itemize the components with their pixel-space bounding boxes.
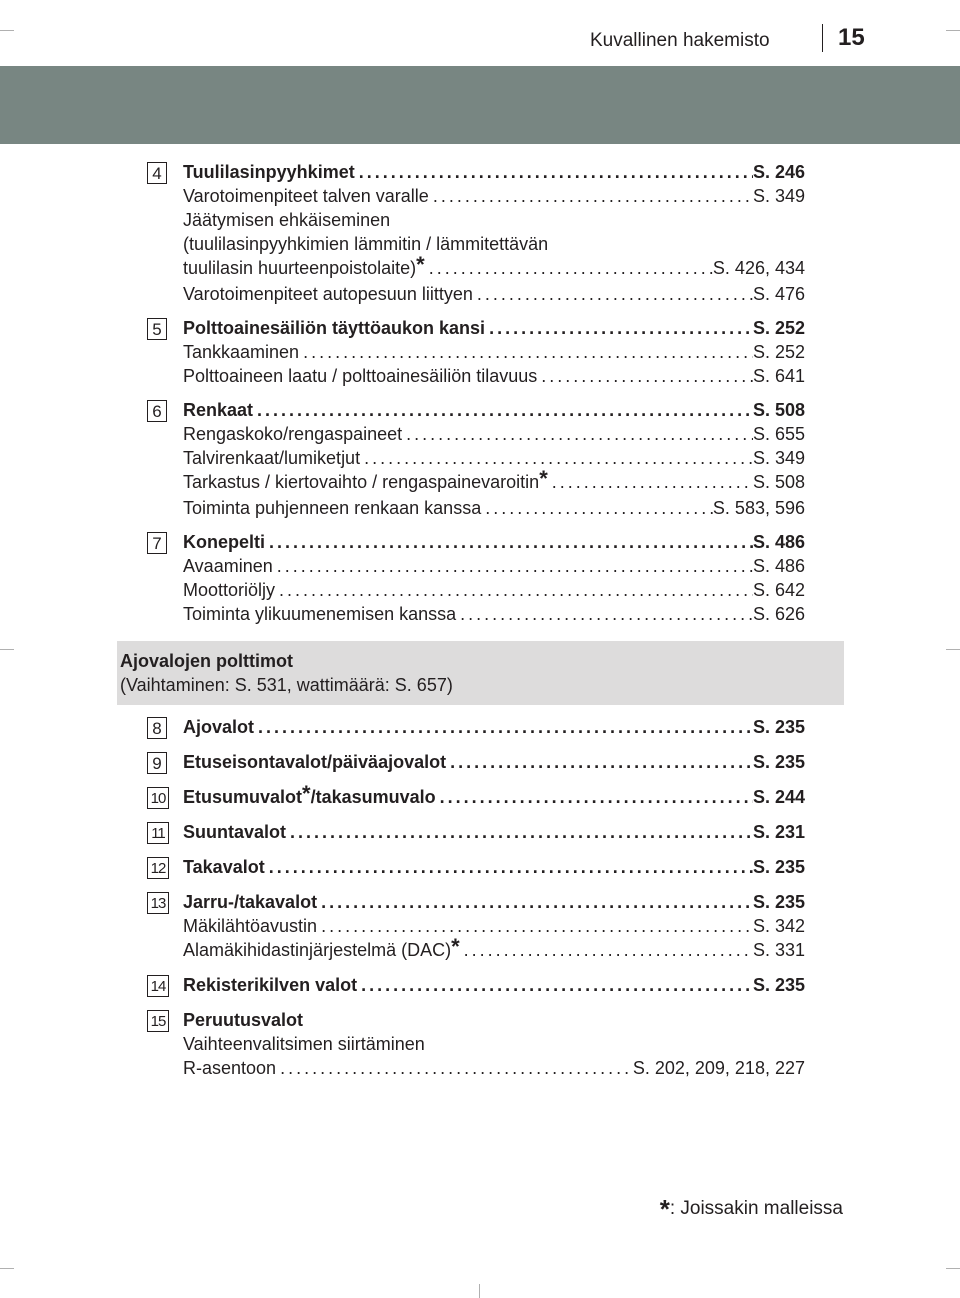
entry-subitem-label [183, 210, 390, 230]
item-number-badge: 10 [147, 787, 169, 809]
entry-title-text: Takavalot [183, 857, 265, 877]
entry-subitem-text: Polttoaineen laatu / polttoainesäiliön tilavuus [183, 366, 538, 386]
entry-subitem [183, 184, 805, 208]
leader-dots [402, 422, 753, 446]
leader-dots [317, 890, 753, 914]
entry-title [183, 398, 805, 422]
entry-subitem-label [183, 1056, 276, 1080]
entry-title-label [183, 973, 357, 997]
page-reference: S. 641 [752, 366, 805, 386]
entry-title-label [183, 750, 446, 774]
entry-title [183, 890, 805, 914]
leader-dots [286, 820, 753, 844]
entry-subitem-text: Moottoriöljy [183, 580, 276, 600]
entry-subitem-label [183, 496, 481, 520]
crop-mark [479, 1284, 480, 1298]
entry-title [183, 316, 805, 340]
entry-title-label [183, 715, 254, 739]
entry-subitem-label [183, 446, 360, 470]
page-reference: S. 235 [752, 892, 805, 912]
page-header [0, 0, 960, 60]
entry-title-text: Konepelti [183, 532, 266, 552]
page-reference: S. 231 [752, 822, 805, 842]
item-number-badge: 8 [147, 717, 167, 739]
entry-subitem-text: Toiminta ylikuumenemisen kanssa [183, 604, 457, 624]
entry-subitem-text: Toiminta puhjenneen renkaan kanssa [183, 498, 482, 518]
entry-title-label [183, 781, 436, 809]
entry-subitem-label [183, 184, 429, 208]
entry-title-label [183, 890, 317, 914]
illustration-band [0, 66, 960, 144]
footnote-star: * [451, 934, 460, 959]
leader-dots [429, 184, 753, 208]
item-number-badge: 9 [147, 752, 167, 774]
page-reference: S. 252 [752, 318, 805, 338]
footnote-star: * [416, 252, 425, 277]
entry-title-label [183, 160, 355, 184]
entry-title-text: Ajovalot [183, 717, 255, 737]
crop-mark [946, 649, 960, 650]
entry-title [183, 781, 805, 809]
entry-title [183, 530, 805, 554]
index-entry [183, 890, 805, 964]
leader-dots [460, 938, 753, 962]
entry-subitem [183, 1032, 805, 1056]
entry-subitem [183, 208, 805, 232]
entry-title-text: Polttoainesäiliön täyttöaukon kansi [183, 318, 486, 338]
entry-subitem-label [183, 914, 317, 938]
leader-dots [456, 602, 753, 626]
page-reference: S. 626 [752, 604, 805, 624]
entry-subitem [183, 446, 805, 470]
footnote-star: * [539, 466, 548, 491]
entry-title-suffix: /takasumuvalo [310, 787, 436, 807]
entry-subitem-text: Avaaminen [183, 556, 273, 576]
index-entry [183, 855, 805, 879]
entry-subitem-text: Tarkastus / kiertovaihto / rengaspainevaroitin [183, 472, 540, 492]
entry-title [183, 715, 805, 739]
entry-subitem-text: Vaihteenvalitsimen siirtäminen [183, 1034, 425, 1054]
footnote-text: : Joissakin malleissa [669, 1198, 843, 1219]
bulbs-info-box [117, 641, 844, 705]
index-entry [183, 715, 805, 739]
page-reference: S. 235 [752, 717, 805, 737]
entry-subitem-label [183, 340, 299, 364]
entry-title-label [183, 820, 286, 844]
page-reference: S. 642 [752, 580, 805, 600]
index-entry [183, 973, 805, 997]
index-entry [183, 781, 805, 809]
entry-title-label [183, 530, 265, 554]
entry-subitem [183, 578, 805, 602]
entry-subitem-label [183, 934, 460, 962]
item-number-badge: 7 [147, 532, 167, 554]
entry-subitem-text: Mäkilähtöavustin [183, 916, 318, 936]
leader-dots [357, 973, 753, 997]
entry-title-text: Peruutusvalot [183, 1010, 304, 1030]
index-entry [183, 398, 805, 520]
leader-dots [253, 398, 753, 422]
entry-subitem [183, 496, 805, 520]
page-reference: S. 252 [752, 342, 805, 362]
entry-subitem-text: (tuulilasinpyyhkimien lämmitin / lämmitettävän [183, 234, 549, 254]
page-reference: S. 486 [752, 532, 805, 552]
entry-title-text: Renkaat [183, 400, 254, 420]
entry-subitem-label [183, 422, 402, 446]
entry-subitem [183, 252, 805, 282]
footnote [659, 1190, 843, 1224]
page-reference: S. 246 [752, 162, 805, 182]
item-number-badge: 12 [147, 857, 169, 879]
page-reference: S. 486 [752, 556, 805, 576]
page-reference: S. 426, 434 [712, 258, 805, 278]
leader-dots [425, 256, 713, 280]
page-reference: S. 349 [752, 448, 805, 468]
entry-subitem [183, 466, 805, 496]
entry-title [183, 973, 805, 997]
leader-dots [360, 446, 753, 470]
page-reference: S. 244 [752, 787, 805, 807]
entry-title-text: Tuulilasinpyyhkimet [183, 162, 355, 182]
leader-dots [481, 496, 713, 520]
item-number-badge: 5 [147, 318, 167, 340]
entry-title-label [183, 1010, 303, 1030]
index-entry [183, 1008, 805, 1080]
crop-mark [946, 1268, 960, 1269]
page-reference: S. 202, 209, 218, 227 [632, 1058, 805, 1078]
page-reference: S. 508 [752, 472, 805, 492]
page-reference: S. 508 [752, 400, 805, 420]
page-reference: S. 235 [752, 752, 805, 772]
entry-title-text: Rekisterikilven valot [183, 975, 358, 995]
page-reference: S. 235 [752, 857, 805, 877]
entry-subitem [183, 364, 805, 388]
page-reference: S. 583, 596 [712, 498, 805, 518]
leader-dots [446, 750, 753, 774]
entry-subitem-label [183, 602, 456, 626]
entry-subitem-text: Talvirenkaat/lumiketjut [183, 448, 361, 468]
entry-subitem [183, 282, 805, 306]
entry-subitem [183, 232, 805, 256]
entry-subitem-text: Jäätymisen ehkäiseminen [183, 210, 391, 230]
entry-subitem-text: R-asentoon [183, 1058, 277, 1078]
page-reference: S. 342 [752, 916, 805, 936]
index-entry [183, 160, 805, 306]
page-reference: S. 349 [752, 186, 805, 206]
index-entry [183, 316, 805, 388]
entry-subitem-label [183, 466, 548, 494]
index-entry [183, 530, 805, 626]
entry-subitem-text: Tankkaaminen [183, 342, 300, 362]
entry-subitem [183, 554, 805, 578]
leader-dots [537, 364, 753, 388]
page-reference: S. 235 [752, 975, 805, 995]
item-number-badge: 6 [147, 400, 167, 422]
page-number: 15 [838, 24, 865, 51]
bulbs-box-title: Ajovalojen polttimot [120, 651, 293, 671]
leader-dots [317, 914, 753, 938]
footnote-star: * [302, 781, 311, 806]
entry-subitem-label [183, 252, 425, 280]
entry-subitem [183, 340, 805, 364]
entry-subitem-label [183, 554, 273, 578]
index-entry [183, 750, 805, 774]
index-entry [183, 820, 805, 844]
entry-subitem-label [183, 364, 537, 388]
leader-dots [485, 316, 753, 340]
entry-title [183, 820, 805, 844]
footnote-star: * [659, 1194, 670, 1224]
section-title: Kuvallinen hakemisto [590, 30, 770, 51]
entry-title-label [183, 855, 265, 879]
leader-dots [275, 578, 753, 602]
leader-dots [265, 530, 753, 554]
entry-subitem-text: Varotoimenpiteet talven varalle [183, 186, 429, 206]
page-reference: S. 655 [752, 424, 805, 444]
leader-dots [436, 785, 753, 809]
entry-title-label [183, 398, 253, 422]
item-number-badge: 4 [147, 162, 167, 184]
entry-subitem-label [183, 578, 275, 602]
header-divider [822, 24, 823, 52]
leader-dots [548, 470, 753, 494]
item-number-badge: 15 [147, 1010, 169, 1032]
item-number-badge: 14 [147, 975, 169, 997]
crop-mark [0, 1268, 14, 1269]
leader-dots [273, 554, 753, 578]
entry-subitem [183, 422, 805, 446]
entry-title-text: Jarru-/takavalot [183, 892, 318, 912]
entry-title [183, 855, 805, 879]
crop-mark [0, 649, 14, 650]
entry-subitem [183, 1056, 805, 1080]
item-number-badge: 11 [147, 822, 169, 844]
page-reference: S. 331 [752, 940, 805, 960]
page-reference: S. 476 [752, 284, 805, 304]
entry-subitem-text: Varotoimenpiteet autopesuun liittyen [183, 284, 473, 304]
entry-subitem [183, 602, 805, 626]
leader-dots [265, 855, 753, 879]
entry-subitem [183, 934, 805, 964]
bulbs-box-subtitle: (Vaihtaminen: S. 531, wattimäärä: S. 657) [120, 675, 453, 695]
entry-subitem-text: tuulilasin huurteenpoistolaite) [183, 258, 417, 278]
entry-title [183, 160, 805, 184]
entry-title-text: Suuntavalot [183, 822, 287, 842]
entry-subitem-text: Alamäkihidastinjärjestelmä (DAC) [183, 940, 452, 960]
entry-subitem-text: Rengaskoko/rengaspaineet [183, 424, 403, 444]
entry-subitem-label [183, 234, 548, 254]
leader-dots [254, 715, 753, 739]
entry-title [183, 750, 805, 774]
entry-subitem [183, 914, 805, 938]
leader-dots [276, 1056, 633, 1080]
leader-dots [299, 340, 753, 364]
entry-title [183, 1008, 805, 1032]
item-number-badge: 13 [147, 892, 169, 914]
entry-subitem-label [183, 1034, 425, 1054]
entry-title-label [183, 316, 485, 340]
leader-dots [473, 282, 753, 306]
entry-title-text: Etuseisontavalot/päiväajovalot [183, 752, 447, 772]
leader-dots [355, 160, 753, 184]
entry-subitem-label [183, 282, 473, 306]
entry-title-text: Etusumuvalot [183, 787, 303, 807]
